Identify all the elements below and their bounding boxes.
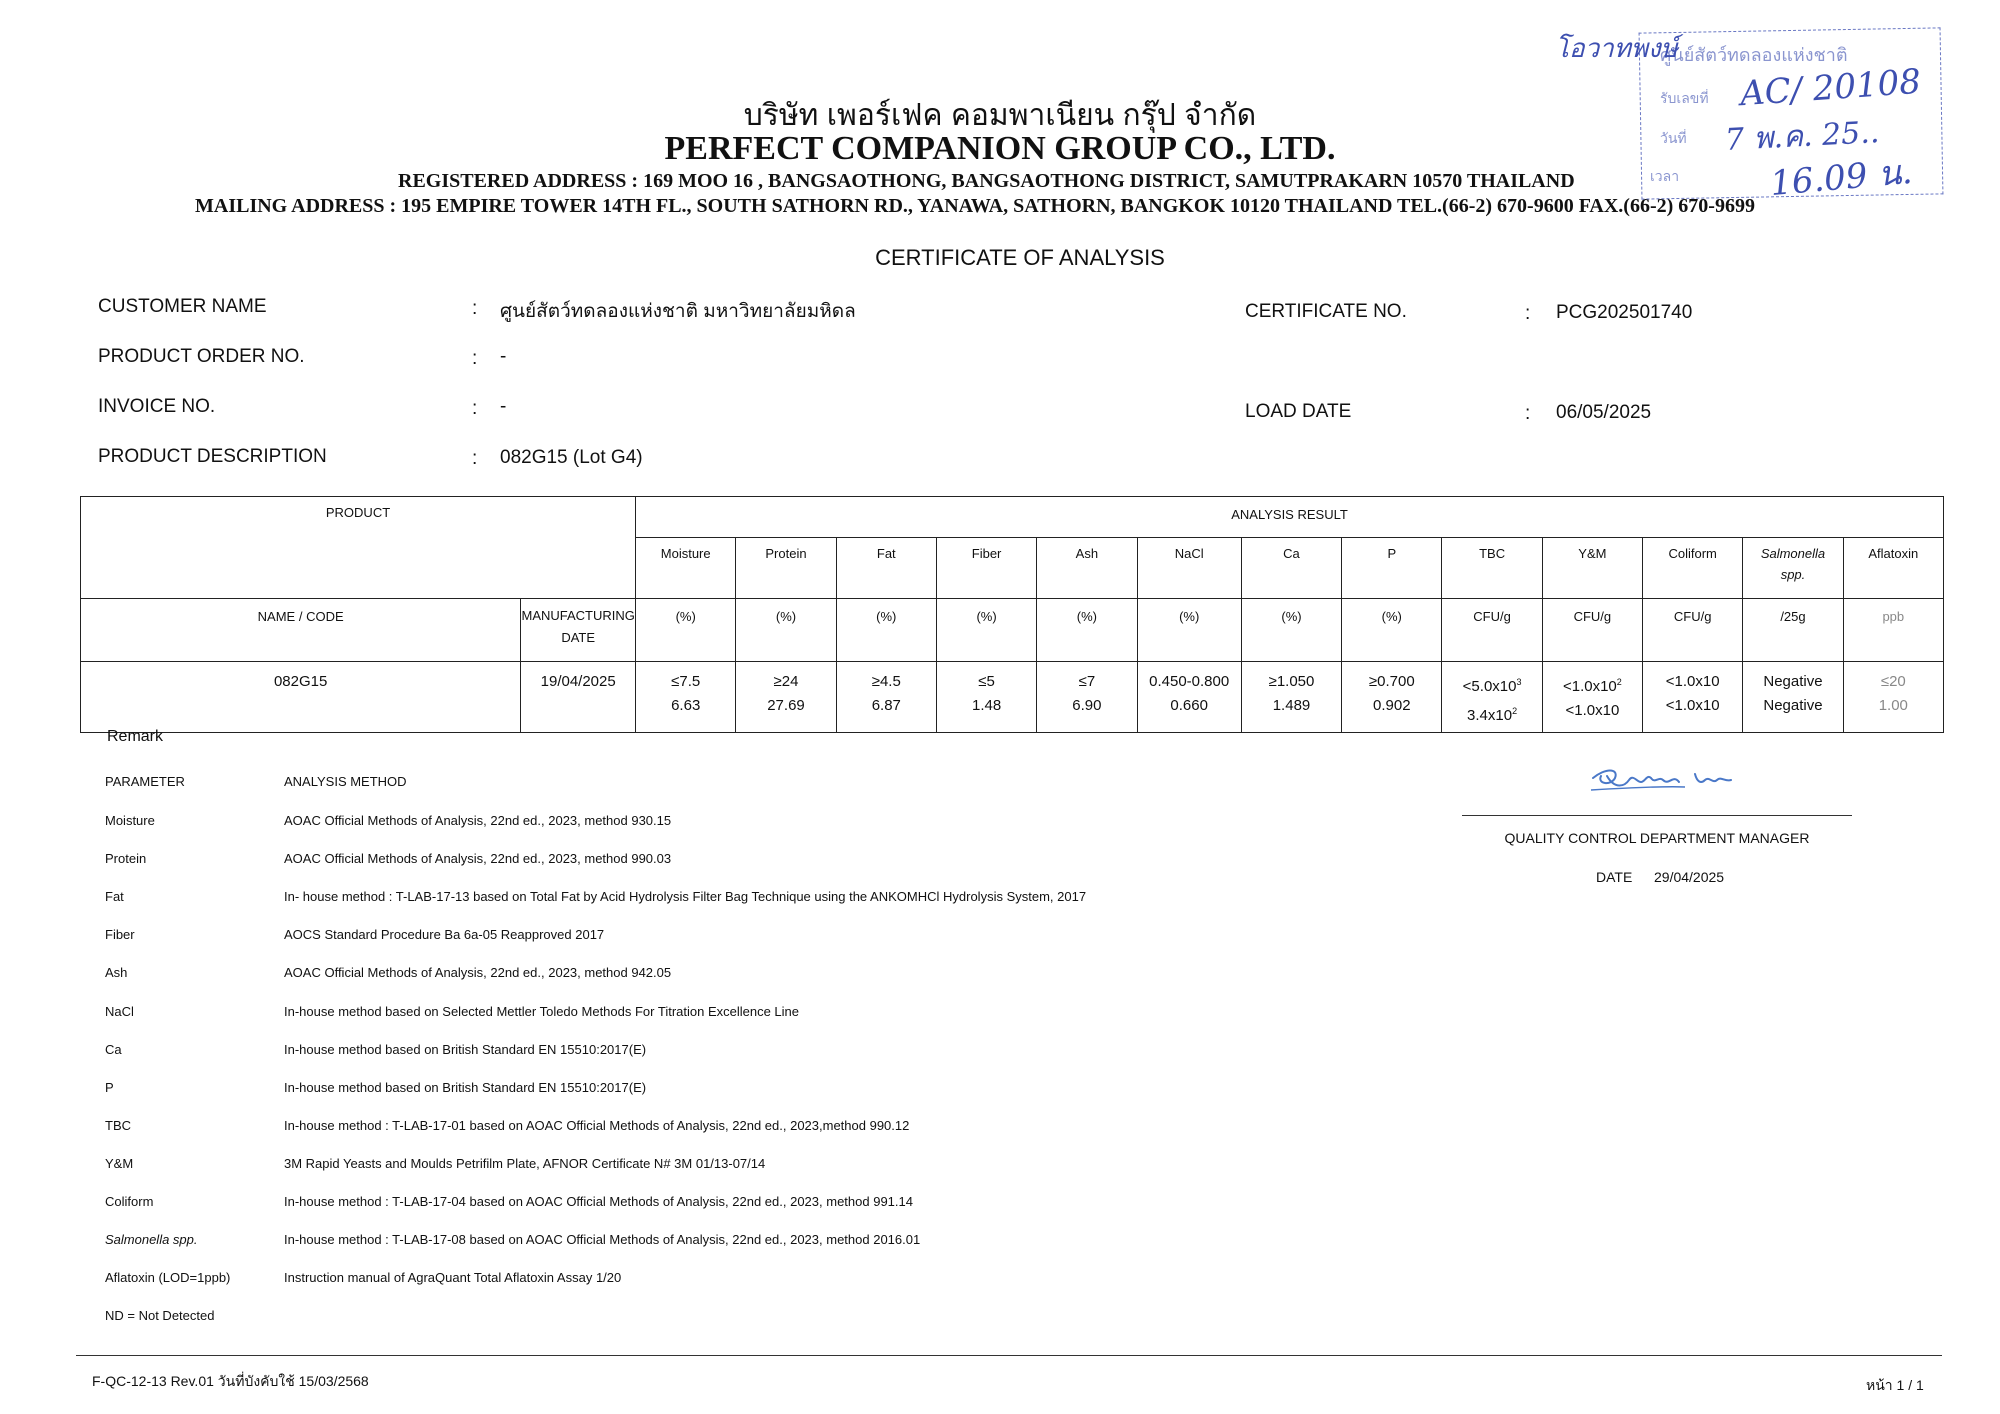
product-order-label: PRODUCT ORDER NO. xyxy=(98,346,305,367)
name-code-header: NAME / CODE xyxy=(81,599,521,662)
spec-value: ≤20 xyxy=(1880,673,1906,690)
param-header: Moisture xyxy=(636,538,736,599)
spec-value: ≤7.5 xyxy=(671,673,701,690)
table-group-header-row xyxy=(81,497,1944,538)
remark-parameter: Coliform xyxy=(105,1194,154,1209)
spec-value: <5.0x10 xyxy=(1462,678,1517,695)
product-order-colon: : xyxy=(472,348,478,369)
remark-parameter: Protein xyxy=(105,851,147,866)
product-description-label: PRODUCT DESCRIPTION xyxy=(98,446,327,467)
param-header: Protein xyxy=(736,538,836,599)
remark-method: 3M Rapid Yeasts and Moulds Petrifilm Plate, AFNOR Certificate N# 3M 01/13-07/14 xyxy=(284,1156,766,1171)
remark-method: In-house method : T-LAB-17-01 based on AOAC Official Methods of Analysis, 22nd ed., 2023,method 990.12 xyxy=(284,1118,910,1133)
product-code-cell: 082G15 xyxy=(81,662,521,733)
remark-parameter: Ca xyxy=(105,1042,122,1057)
remark-method: In-house method based on Selected Mettler Toledo Methods For Titration Excellence Line xyxy=(284,1004,800,1019)
param-header: Ca xyxy=(1241,538,1341,599)
result-exponent: 2 xyxy=(1512,706,1518,716)
result-cell xyxy=(1137,662,1241,733)
remark-method: In-house method based on British Standard EN 15510:2017(E) xyxy=(284,1080,647,1095)
table-row xyxy=(81,662,1944,733)
spec-value: ≤5 xyxy=(978,673,995,690)
signature-date-label: DATE xyxy=(1596,869,1633,885)
load-date-colon: : xyxy=(1525,403,1531,424)
param-header: Ash xyxy=(1037,538,1137,599)
result-value: 27.69 xyxy=(767,697,805,714)
result-cell xyxy=(936,662,1036,733)
product-header: PRODUCT xyxy=(81,497,636,599)
signature-date: 29/04/2025 xyxy=(1654,869,1725,885)
company-name-thai: บริษัท เพอร์เฟค คอมพาเนียน กรุ๊ป จำกัด xyxy=(743,99,1257,132)
result-value: 1.00 xyxy=(1878,697,1908,714)
remark-method: AOAC Official Methods of Analysis, 22nd ed., 2023, method 990.03 xyxy=(284,851,672,866)
certificate-no-value: PCG202501740 xyxy=(1556,302,1693,323)
analysis-table xyxy=(80,496,1944,733)
spec-value: Negative xyxy=(1763,673,1823,690)
remark-method: AOCS Standard Procedure Ba 6a-05 Reapproved 2017 xyxy=(284,927,605,942)
spec-value: <1.0x10 xyxy=(1665,673,1720,690)
stamp-date-label: วันที่ xyxy=(1660,131,1687,147)
footer-divider xyxy=(76,1355,1942,1356)
spec-value: 0.450-0.800 xyxy=(1149,673,1230,690)
certificate-no-colon: : xyxy=(1525,303,1531,324)
result-value: Negative xyxy=(1763,697,1823,714)
unit-cell: (%) xyxy=(836,599,936,662)
remark-parameter: TBC xyxy=(105,1118,131,1133)
result-cell xyxy=(636,662,736,733)
param-header: Fiber xyxy=(936,538,1036,599)
method-column-header: ANALYSIS METHOD xyxy=(284,774,407,789)
result-cell xyxy=(1843,662,1943,733)
invoice-value: - xyxy=(500,396,507,417)
spec-exponent: 2 xyxy=(1616,677,1622,687)
result-value: 6.87 xyxy=(871,697,901,714)
remark-parameter: NaCl xyxy=(105,1004,134,1019)
manufacturing-date-header xyxy=(521,599,636,662)
load-date-value: 06/05/2025 xyxy=(1556,402,1652,423)
spec-value: ≥0.700 xyxy=(1368,673,1415,690)
stamp-date: 7 พ.ค. 25.. xyxy=(1724,114,1881,159)
remark-parameter: Ash xyxy=(105,965,128,980)
stamp-time-label: เวลา xyxy=(1650,169,1680,185)
registered-address: REGISTERED ADDRESS : 169 MOO 16 , BANGSAOTHONG, BANGSAOTHONG DISTRICT, SAMUTPRAKARN 10570 THAILAND xyxy=(398,170,1575,192)
remark-method: Instruction manual of AgraQuant Total Aflatoxin Assay 1/20 xyxy=(284,1270,622,1285)
unit-cell: ppb xyxy=(1843,599,1943,662)
salmonella-sub-label: spp. xyxy=(1780,567,1806,582)
product-description-colon: : xyxy=(472,448,478,469)
result-value: 3.4x10 xyxy=(1467,707,1513,724)
remark-parameter: Salmonella spp. xyxy=(105,1232,198,1247)
remark-method: AOAC Official Methods of Analysis, 22nd ed., 2023, method 930.15 xyxy=(284,813,672,828)
product-description-value: 082G15 (Lot G4) xyxy=(500,447,643,468)
result-cell xyxy=(1643,662,1743,733)
form-code: F-QC-12-13 Rev.01 วันที่บังคับใช้ 15/03/2568 xyxy=(92,1373,369,1389)
stamp-recv-label: รับเลขที่ xyxy=(1660,91,1709,107)
unit-cell: CFU/g xyxy=(1542,599,1642,662)
result-cell xyxy=(1241,662,1341,733)
manufacturing-date-cell: 19/04/2025 xyxy=(521,662,636,733)
result-cell xyxy=(836,662,936,733)
unit-cell: (%) xyxy=(736,599,836,662)
result-value: <1.0x10 xyxy=(1565,702,1620,719)
received-stamp xyxy=(1555,18,1930,205)
unit-cell: (%) xyxy=(1037,599,1137,662)
remark-parameter: Y&M xyxy=(105,1156,134,1171)
salmonella-label: Salmonella xyxy=(1760,546,1826,561)
remark-parameter: Fiber xyxy=(105,927,135,942)
stamp-org: ศูนย์สัตว์ทดลองแห่งชาติ xyxy=(1660,45,1848,66)
stamp-time: 16.09 น. xyxy=(1768,151,1914,205)
result-value: 0.902 xyxy=(1373,697,1411,714)
customer-name-value: ศูนย์สัตว์ทดลองแห่งชาติ มหาวิทยาลัยมหิดล xyxy=(500,301,856,322)
remark-parameter: P xyxy=(105,1080,114,1095)
remark-parameter: Fat xyxy=(105,889,124,904)
param-header: Fat xyxy=(836,538,936,599)
mfg-header-line2: DATE xyxy=(561,630,596,645)
param-header: NaCl xyxy=(1137,538,1241,599)
param-header: P xyxy=(1342,538,1442,599)
invoice-colon: : xyxy=(472,398,478,419)
result-value: 1.48 xyxy=(971,697,1002,714)
result-value: <1.0x10 xyxy=(1665,697,1720,714)
customer-name-colon: : xyxy=(472,298,478,319)
remark-parameter: Moisture xyxy=(105,813,155,828)
signatory-title: QUALITY CONTROL DEPARTMENT MANAGER xyxy=(1504,830,1810,846)
result-cell xyxy=(1542,662,1642,733)
result-cell xyxy=(1442,662,1542,733)
nd-note: ND = Not Detected xyxy=(105,1308,215,1323)
spec-value: ≤7 xyxy=(1078,673,1096,690)
unit-cell: CFU/g xyxy=(1643,599,1743,662)
invoice-label: INVOICE NO. xyxy=(98,396,216,417)
result-value: 0.660 xyxy=(1170,697,1208,714)
spec-exponent: 3 xyxy=(1516,677,1522,687)
remark-method: In-house method based on British Standard EN 15510:2017(E) xyxy=(284,1042,647,1057)
remark-method: In-house method : T-LAB-17-08 based on AOAC Official Methods of Analysis, 22nd ed., 2023, method 2016.01 xyxy=(284,1232,921,1247)
remark-parameter: Aflatoxin (LOD=1ppb) xyxy=(105,1270,231,1285)
page-number: หน้า 1 / 1 xyxy=(1866,1377,1924,1393)
param-header: Coliform xyxy=(1643,538,1743,599)
spec-value: <1.0x10 xyxy=(1562,678,1617,695)
mfg-header-line1: MANUFACTURING xyxy=(521,608,635,623)
result-value: 6.63 xyxy=(671,697,701,714)
analysis-result-header: ANALYSIS RESULT xyxy=(636,497,1944,538)
certificate-no-label: CERTIFICATE NO. xyxy=(1245,301,1407,322)
result-cell xyxy=(1743,662,1843,733)
company-name-english: PERFECT COMPANION GROUP CO., LTD. xyxy=(664,130,1336,167)
result-cell xyxy=(1342,662,1442,733)
remark-method: In- house method : T-LAB-17-13 based on Total Fat by Acid Hydrolysis Filter Bag Technique using the ANKOMHCl Hydrolysis System, 2017 xyxy=(284,889,1087,904)
param-header: TBC xyxy=(1442,538,1542,599)
parameter-column-header: PARAMETER xyxy=(105,774,185,789)
result-cell xyxy=(1037,662,1137,733)
spec-value: ≥4.5 xyxy=(871,673,901,690)
param-header-salmonella xyxy=(1743,538,1843,599)
remark-title: Remark xyxy=(107,728,164,745)
manager-signature xyxy=(1585,760,1745,810)
signature-line xyxy=(1462,815,1852,816)
stamp-recv-number: AC/ 20108 xyxy=(1738,61,1923,115)
product-order-value: - xyxy=(500,346,507,367)
result-cell xyxy=(736,662,836,733)
result-value: 6.90 xyxy=(1072,697,1102,714)
unit-header-row xyxy=(81,599,1944,662)
result-value: 1.489 xyxy=(1272,697,1311,714)
load-date-label: LOAD DATE xyxy=(1245,401,1352,422)
mailing-address: MAILING ADDRESS : 195 EMPIRE TOWER 14TH FL., SOUTH SATHORN RD., YANAWA, SATHORN, BANGKOK 10120 THAILAND TEL.(66-2) 670-9600 FAX.(66-2) 670-9699 xyxy=(195,195,1755,217)
spec-value: ≥1.050 xyxy=(1268,673,1315,690)
unit-cell: (%) xyxy=(636,599,736,662)
unit-cell: (%) xyxy=(1241,599,1341,662)
unit-cell: /25g xyxy=(1743,599,1843,662)
spec-value: ≥24 xyxy=(773,673,799,690)
remark-method: AOAC Official Methods of Analysis, 22nd ed., 2023, method 942.05 xyxy=(284,965,672,980)
remark-method: In-house method : T-LAB-17-04 based on AOAC Official Methods of Analysis, 22nd ed., 2023, method 991.14 xyxy=(284,1194,913,1209)
stamp-handwritten-name: โอวาทพงษ์ xyxy=(1555,34,1678,64)
unit-cell: (%) xyxy=(1342,599,1442,662)
customer-name-label: CUSTOMER NAME xyxy=(98,296,267,317)
param-header: Y&M xyxy=(1542,538,1642,599)
param-header: Aflatoxin xyxy=(1843,538,1943,599)
document-title: CERTIFICATE OF ANALYSIS xyxy=(875,245,1165,270)
unit-cell: CFU/g xyxy=(1442,599,1542,662)
unit-cell: (%) xyxy=(936,599,1036,662)
unit-cell: (%) xyxy=(1137,599,1241,662)
